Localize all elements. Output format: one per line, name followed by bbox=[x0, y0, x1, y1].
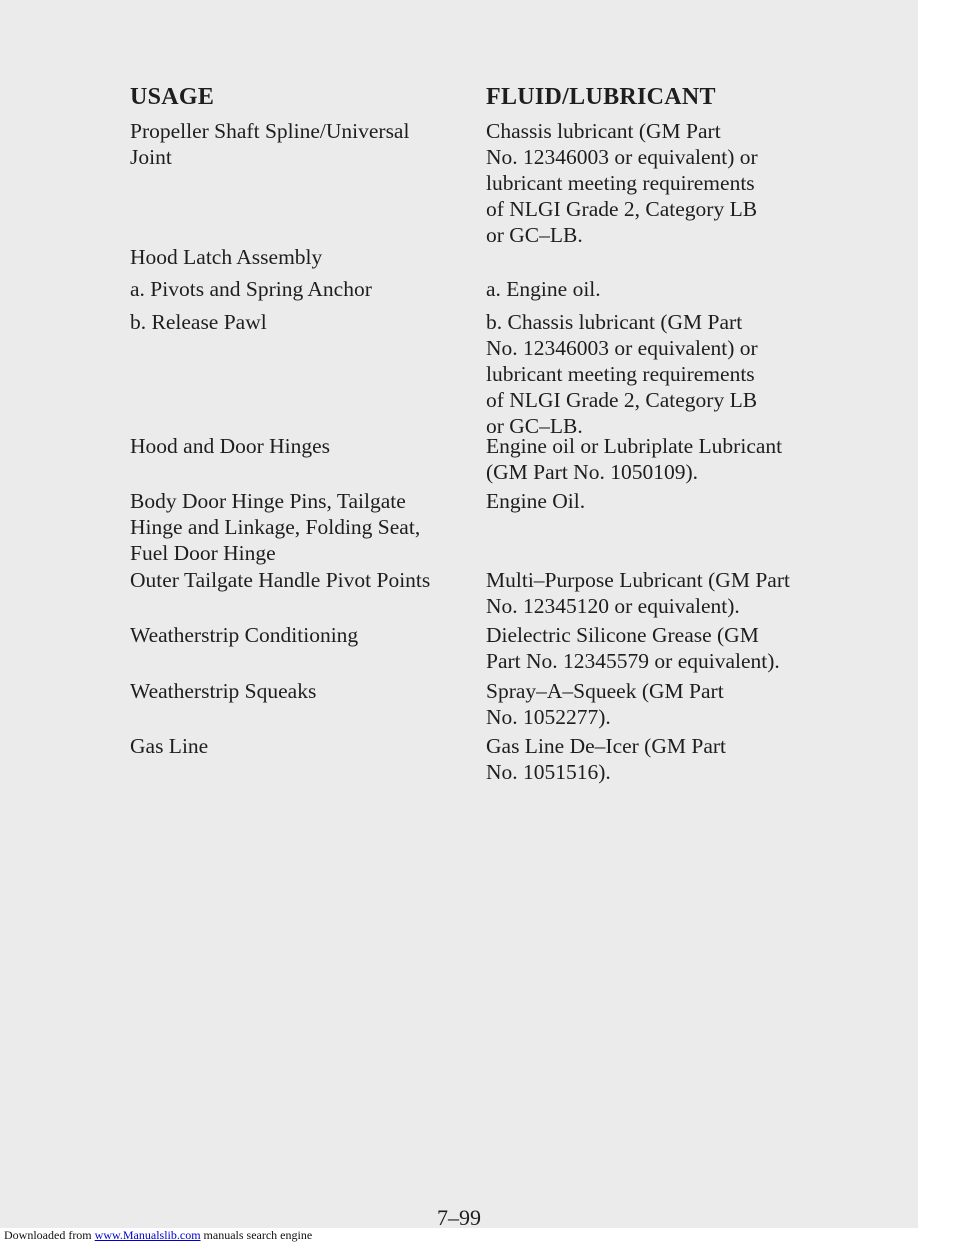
usage-cell: Outer Tailgate Handle Pivot Points bbox=[130, 568, 431, 592]
manualslib-link[interactable]: www.Manualslib.com bbox=[94, 1228, 201, 1242]
usage-cell: Hood and Door Hinges bbox=[130, 434, 331, 458]
footer-suffix: manuals search engine bbox=[200, 1228, 313, 1242]
fluid-cell: Spray–A–Squeek (GM Part No. 1052277). bbox=[486, 679, 724, 729]
usage-cell: Gas Line bbox=[130, 734, 209, 758]
usage-cell: b. Release Pawl bbox=[130, 310, 267, 334]
fluid-cell: Gas Line De–Icer (GM Part No. 1051516). bbox=[486, 734, 726, 784]
right-margin bbox=[918, 0, 960, 1242]
fluid-cell: Dielectric Silicone Grease (GM Part No. 12345579 or equivalent). bbox=[486, 623, 780, 673]
usage-cell: Weatherstrip Conditioning bbox=[130, 623, 359, 647]
fluid-cell: a. Engine oil. bbox=[486, 277, 601, 301]
fluid-column-header: FLUID/LUBRICANT bbox=[486, 84, 716, 110]
usage-cell: Hood Latch Assembly bbox=[130, 245, 323, 269]
fluid-cell: Chassis lubricant (GM Part No. 12346003 or equivalent) or lubricant meeting requirements of NLGI Grade 2, Category LB or GC–LB. bbox=[486, 119, 758, 247]
usage-cell: Weatherstrip Squeaks bbox=[130, 679, 317, 703]
usage-cell: Body Door Hinge Pins, Tailgate Hinge and Linkage, Folding Seat, Fuel Door Hinge bbox=[130, 489, 421, 565]
fluid-cell: Multi–Purpose Lubricant (GM Part No. 12345120 or equivalent). bbox=[486, 568, 790, 618]
fluid-cell: Engine Oil. bbox=[486, 489, 586, 513]
fluid-cell: b. Chassis lubricant (GM Part No. 12346003 or equivalent) or lubricant meeting requirements of NLGI Grade 2, Category LB or GC–LB. bbox=[486, 310, 758, 438]
footer-prefix: Downloaded from bbox=[4, 1228, 95, 1242]
usage-cell: a. Pivots and Spring Anchor bbox=[130, 277, 372, 301]
usage-column-header: USAGE bbox=[130, 84, 215, 110]
usage-cell: Propeller Shaft Spline/Universal Joint bbox=[130, 119, 410, 169]
download-footer bbox=[4, 1228, 312, 1242]
page-number: 7–99 bbox=[437, 1205, 481, 1230]
fluid-cell: Engine oil or Lubriplate Lubricant (GM Part No. 1050109). bbox=[486, 434, 783, 484]
